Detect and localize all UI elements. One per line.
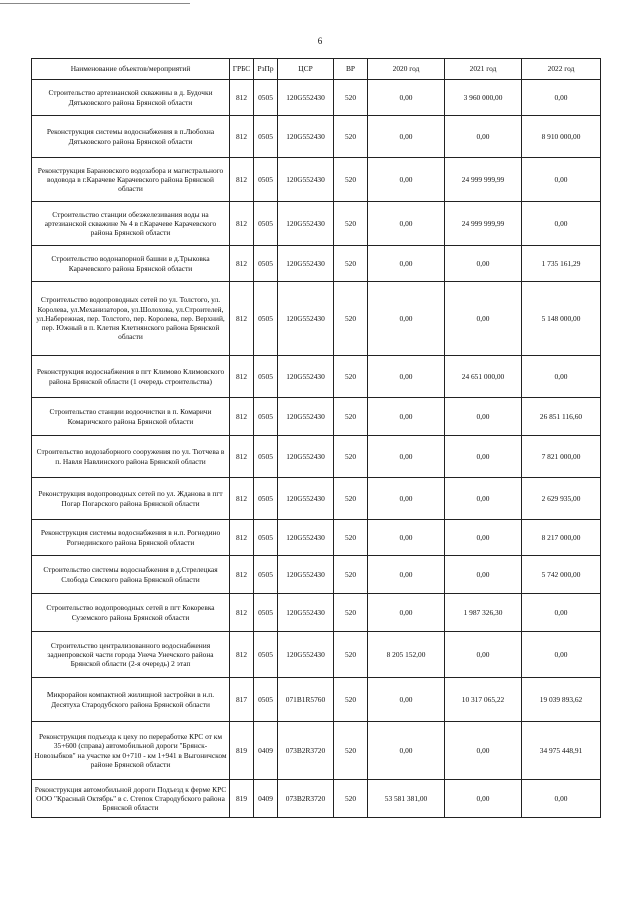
- cell-2021: 0,00: [445, 398, 522, 436]
- cell-vr: 520: [334, 202, 368, 246]
- table-row: [32, 722, 601, 780]
- table-row: [32, 632, 601, 678]
- cell-csr: 120G552430: [278, 80, 334, 116]
- cell-rzpr: 0505: [254, 594, 278, 632]
- cell-vr: 520: [334, 478, 368, 520]
- cell-2022: 0,00: [522, 594, 601, 632]
- cell-2020: 0,00: [368, 520, 445, 556]
- cell-csr: 120G552430: [278, 202, 334, 246]
- cell-csr: 120G552430: [278, 116, 334, 158]
- cell-vr: 520: [334, 80, 368, 116]
- table-row: [32, 246, 601, 282]
- cell-csr: 120G552430: [278, 556, 334, 594]
- cell-2020: 0,00: [368, 594, 445, 632]
- page-number: 6: [317, 36, 323, 46]
- cell-rzpr: 0505: [254, 398, 278, 436]
- cell-csr: 120G552430: [278, 478, 334, 520]
- cell-2021: 3 960 000,00: [445, 80, 522, 116]
- cell-vr: 520: [334, 520, 368, 556]
- cell-vr: 520: [334, 398, 368, 436]
- cell-2022: 1 735 161,29: [522, 246, 601, 282]
- cell-2022: 0,00: [522, 80, 601, 116]
- col-header-2020: 2020 год: [368, 59, 445, 80]
- cell-vr: 520: [334, 594, 368, 632]
- cell-2021: 0,00: [445, 246, 522, 282]
- cell-rzpr: 0505: [254, 436, 278, 478]
- cell-2022: 2 629 935,00: [522, 478, 601, 520]
- cell-2021: 0,00: [445, 556, 522, 594]
- cell-csr: 120G552430: [278, 632, 334, 678]
- cell-2020: 0,00: [368, 158, 445, 202]
- cell-vr: 520: [334, 158, 368, 202]
- table-header-row: [32, 59, 601, 80]
- cell-2022: 0,00: [522, 632, 601, 678]
- cell-2021: 0,00: [445, 632, 522, 678]
- cell-2022: 0,00: [522, 158, 601, 202]
- cell-grbs: 819: [230, 780, 254, 818]
- cell-2022: 7 821 000,00: [522, 436, 601, 478]
- table-row: [32, 398, 601, 436]
- cell-name: Строительство водонапорной башни в д.Трыковка Карачевского района Брянской области: [32, 246, 230, 282]
- table-row: [32, 80, 601, 116]
- cell-rzpr: 0505: [254, 632, 278, 678]
- cell-2020: 0,00: [368, 116, 445, 158]
- cell-2022: 0,00: [522, 202, 601, 246]
- cell-grbs: 812: [230, 158, 254, 202]
- cell-grbs: 812: [230, 520, 254, 556]
- cell-name: Строительство водозаборного сооружения по ул. Тютчева в п. Навля Навлинского района Брянской области: [32, 436, 230, 478]
- cell-rzpr: 0505: [254, 556, 278, 594]
- cell-2022: 0,00: [522, 356, 601, 398]
- cell-name: Реконструкция системы водоснабжения в н.п. Рогнедино Рогнединского района Брянской области: [32, 520, 230, 556]
- cell-2020: 0,00: [368, 282, 445, 356]
- cell-name: Микрорайон компактной жилищной застройки в н.п. Десятуха Стародубского района Брянской области: [32, 678, 230, 722]
- cell-grbs: 812: [230, 594, 254, 632]
- cell-vr: 520: [334, 246, 368, 282]
- cell-2021: 10 317 065,22: [445, 678, 522, 722]
- cell-rzpr: 0505: [254, 202, 278, 246]
- cell-grbs: 812: [230, 356, 254, 398]
- cell-grbs: 812: [230, 282, 254, 356]
- cell-2022: 26 851 116,60: [522, 398, 601, 436]
- cell-name: Реконструкция автомобильной дороги Подъезд к ферме КРС ООО "Красный Октябрь" в с. Степок Стародубского района Брянской области: [32, 780, 230, 818]
- cell-grbs: 812: [230, 398, 254, 436]
- cell-vr: 520: [334, 632, 368, 678]
- cell-2022: 8 910 000,00: [522, 116, 601, 158]
- table-row: [32, 678, 601, 722]
- cell-2020: 0,00: [368, 678, 445, 722]
- cell-rzpr: 0505: [254, 356, 278, 398]
- cell-2021: 0,00: [445, 520, 522, 556]
- col-header-2022: 2022 год: [522, 59, 601, 80]
- cell-csr: 120G552430: [278, 158, 334, 202]
- cell-2021: 24 999 999,99: [445, 202, 522, 246]
- cell-rzpr: 0409: [254, 722, 278, 780]
- cell-2022: 19 039 893,62: [522, 678, 601, 722]
- cell-csr: 073В2R3720: [278, 780, 334, 818]
- cell-grbs: 812: [230, 632, 254, 678]
- cell-csr: 120G552430: [278, 282, 334, 356]
- cell-2021: 24 999 999,99: [445, 158, 522, 202]
- cell-vr: 520: [334, 436, 368, 478]
- cell-rzpr: 0409: [254, 780, 278, 818]
- cell-csr: 073В2R3720: [278, 722, 334, 780]
- cell-rzpr: 0505: [254, 678, 278, 722]
- cell-2021: 0,00: [445, 116, 522, 158]
- cell-name: Строительство системы водоснабжения в д.Стрелецкая Слобода Севского района Брянской области: [32, 556, 230, 594]
- table-row: [32, 478, 601, 520]
- cell-grbs: 819: [230, 722, 254, 780]
- table-row: [32, 556, 601, 594]
- cell-vr: 520: [334, 116, 368, 158]
- cell-name: Реконструкция водоснабжения в пгт Климово Климовского района Брянской области (1 очередь строительства): [32, 356, 230, 398]
- cell-grbs: 812: [230, 556, 254, 594]
- cell-2021: 0,00: [445, 722, 522, 780]
- cell-name: Строительство водопроводных сетей в пгт Кокоревка Суземского района Брянской области: [32, 594, 230, 632]
- cell-2021: 24 651 000,00: [445, 356, 522, 398]
- cell-grbs: 812: [230, 436, 254, 478]
- cell-vr: 520: [334, 780, 368, 818]
- table-row: [32, 282, 601, 356]
- cell-csr: 120G552430: [278, 520, 334, 556]
- cell-grbs: 812: [230, 246, 254, 282]
- budget-table: [31, 58, 601, 818]
- cell-2022: 0,00: [522, 780, 601, 818]
- cell-csr: 120G552430: [278, 436, 334, 478]
- cell-2021: 1 987 326,30: [445, 594, 522, 632]
- cell-vr: 520: [334, 556, 368, 594]
- cell-2022: 5 148 000,00: [522, 282, 601, 356]
- cell-name: Реконструкция Барановского водозабора и магистрального водовода в г.Карачеве Карачевского района Брянской области: [32, 158, 230, 202]
- table-row: [32, 520, 601, 556]
- cell-name: Строительство артезианской скважины в д. Будочки Дятьковского района Брянской области: [32, 80, 230, 116]
- table-row: [32, 436, 601, 478]
- cell-grbs: 812: [230, 202, 254, 246]
- cell-rzpr: 0505: [254, 116, 278, 158]
- cell-csr: 071В1R5760: [278, 678, 334, 722]
- cell-csr: 120G552430: [278, 246, 334, 282]
- table-row: [32, 202, 601, 246]
- cell-grbs: 817: [230, 678, 254, 722]
- table-row: [32, 594, 601, 632]
- cell-rzpr: 0505: [254, 158, 278, 202]
- cell-2020: 0,00: [368, 556, 445, 594]
- table-row: [32, 356, 601, 398]
- cell-name: Строительство централизованного водоснабжения заднепровской части города Унеча Унечского района Брянской области (2-я очередь) 2 этап: [32, 632, 230, 678]
- cell-grbs: 812: [230, 80, 254, 116]
- cell-2020: 53 581 381,00: [368, 780, 445, 818]
- col-header-vr: ВР: [334, 59, 368, 80]
- cell-2022: 8 217 000,00: [522, 520, 601, 556]
- cell-grbs: 812: [230, 116, 254, 158]
- cell-rzpr: 0505: [254, 520, 278, 556]
- cell-2020: 0,00: [368, 202, 445, 246]
- cell-2021: 0,00: [445, 436, 522, 478]
- cell-2020: 0,00: [368, 246, 445, 282]
- col-header-name: Наименование объектов/мероприятий: [32, 59, 230, 80]
- cell-vr: 520: [334, 678, 368, 722]
- cell-2020: 0,00: [368, 722, 445, 780]
- cell-vr: 520: [334, 356, 368, 398]
- cell-csr: 120G552430: [278, 356, 334, 398]
- cell-2022: 5 742 000,00: [522, 556, 601, 594]
- cell-2020: 0,00: [368, 436, 445, 478]
- cell-2020: 8 205 152,00: [368, 632, 445, 678]
- cell-2021: 0,00: [445, 780, 522, 818]
- cell-name: Реконструкция подъезда к цеху по переработке КРС от км 35+600 (справа) автомобильной дороги "Брянск-Новозыбков" на участке км 0+710 - км 1+941 в Выгоничском районе Брянской области: [32, 722, 230, 780]
- cell-name: Строительство водопроводных сетей по ул. Толстого, ул. Королева, ул.Механизаторов, ул.Шолохова, ул.Строителей, ул.Набережная, пер. Толстого, пер. Королева, пер. Верхний, пер. Южный в п. Клетня Клетнянского района Брянской области: [32, 282, 230, 356]
- col-header-csr: ЦСР: [278, 59, 334, 80]
- col-header-grbs: ГРБС: [230, 59, 254, 80]
- cell-2020: 0,00: [368, 398, 445, 436]
- cell-name: Реконструкция водопроводных сетей по ул. Жданова в пгт Погар Погарского района Брянской области: [32, 478, 230, 520]
- col-header-2021: 2021 год: [445, 59, 522, 80]
- table-row: [32, 116, 601, 158]
- cell-csr: 120G552430: [278, 398, 334, 436]
- cell-2021: 0,00: [445, 282, 522, 356]
- cell-vr: 520: [334, 282, 368, 356]
- cell-grbs: 812: [230, 478, 254, 520]
- col-header-rzpr: РзПр: [254, 59, 278, 80]
- cell-rzpr: 0505: [254, 246, 278, 282]
- scan-artifact-line: [0, 3, 190, 4]
- cell-rzpr: 0505: [254, 80, 278, 116]
- cell-name: Реконструкция системы водоснабжения в п.Любохна Дятьковского района Брянской области: [32, 116, 230, 158]
- cell-2022: 34 975 448,91: [522, 722, 601, 780]
- cell-name: Строительство станции обезжелезивания воды на артезианской скважине № 4 в г.Карачеве Карачевского района Брянской области: [32, 202, 230, 246]
- cell-2020: 0,00: [368, 478, 445, 520]
- table-row: [32, 780, 601, 818]
- cell-rzpr: 0505: [254, 478, 278, 520]
- cell-vr: 520: [334, 722, 368, 780]
- table-row: [32, 158, 601, 202]
- cell-name: Строительство станции водоочистки в п. Комаричи Комаричского района Брянской области: [32, 398, 230, 436]
- cell-2020: 0,00: [368, 80, 445, 116]
- cell-2020: 0,00: [368, 356, 445, 398]
- cell-2021: 0,00: [445, 478, 522, 520]
- cell-rzpr: 0505: [254, 282, 278, 356]
- cell-csr: 120G552430: [278, 594, 334, 632]
